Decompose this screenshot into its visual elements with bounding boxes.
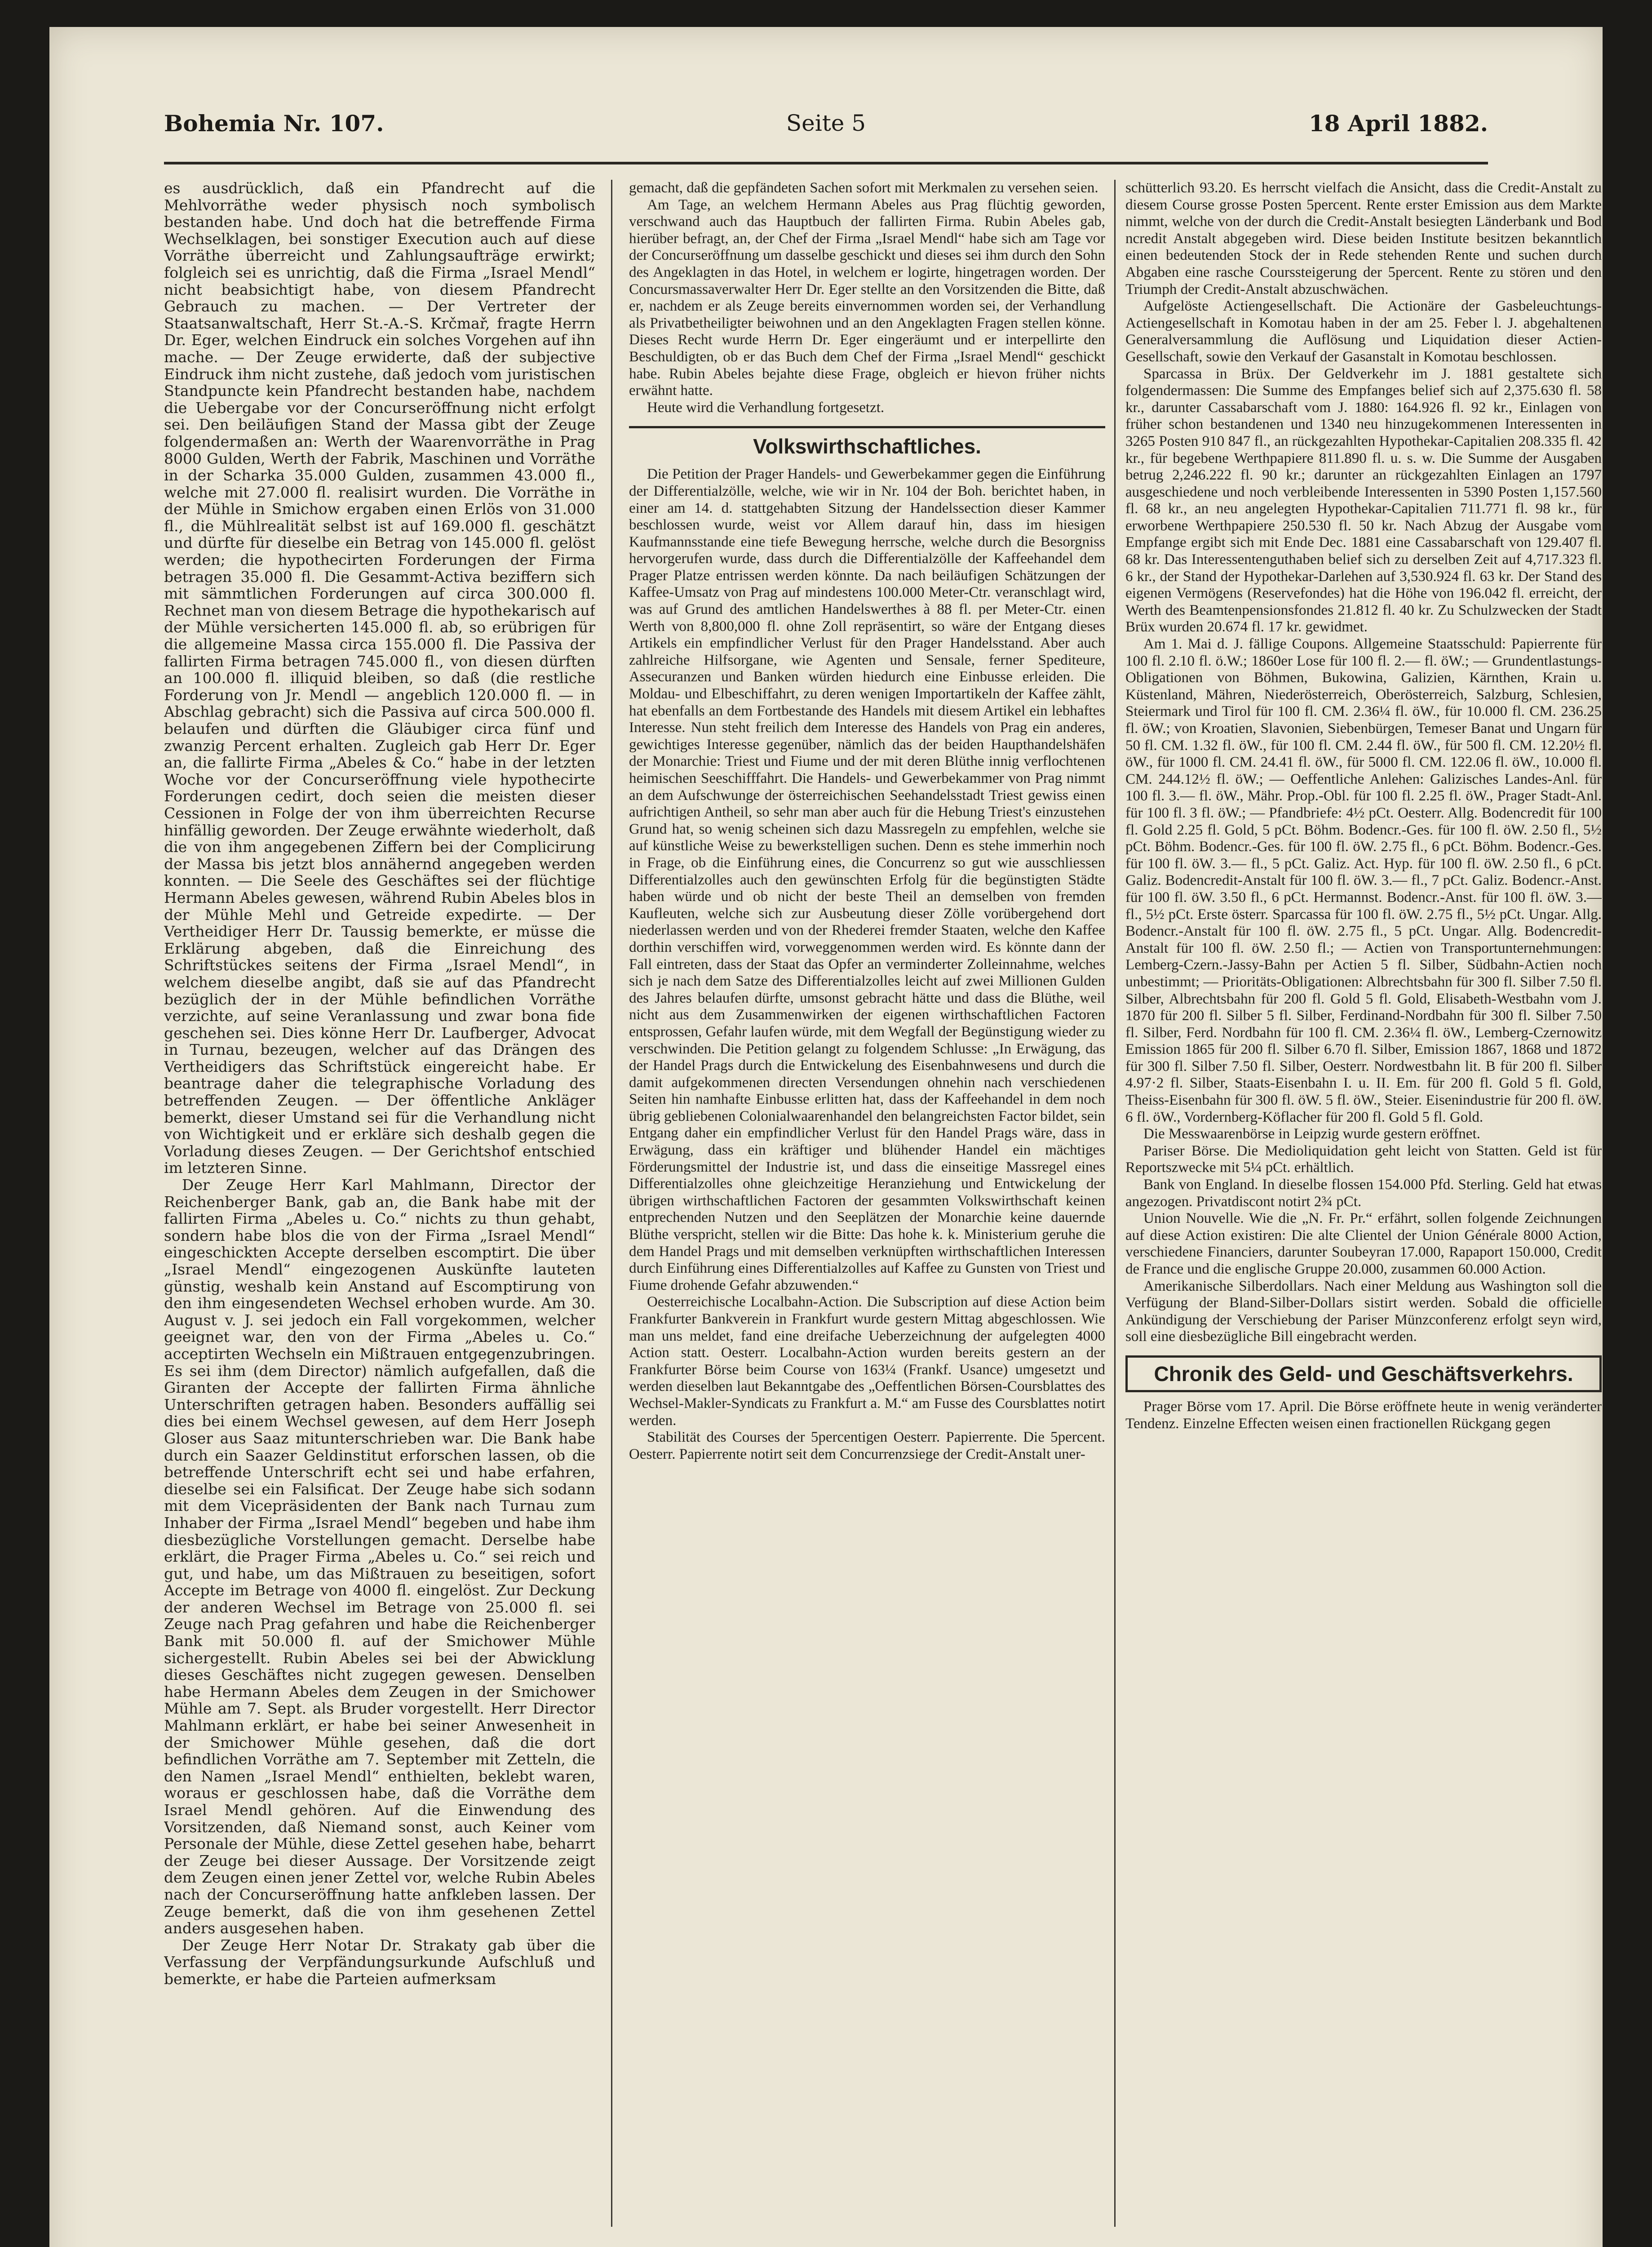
paragraph: Heute wird die Verhandlung fortgesetzt. (647, 399, 885, 416)
section-heading-economy: Volkswirthschaftliches. (629, 426, 1105, 460)
paragraph: Die Messwaarenbörse in Leipzig wurde gestern eröffnet. (1143, 1126, 1480, 1142)
header-rule (164, 162, 1488, 164)
column-2 (629, 180, 1105, 2227)
section-heading-chronicle: Chronik des Geld- und Geschäftsverkehrs. (1125, 1355, 1602, 1392)
column-1 (164, 180, 595, 2227)
paragraph: gemacht, daß die gepfändeten Sachen sofort mit Merkmalen zu versehen seien. (629, 180, 1098, 196)
paragraph: Oesterreichische Localbahn-Action. Die Subscription auf diese Action beim Frankfurter Bankverein in Frankfurt wurde gestern Mittag abgeschlossen. Wie man uns meldet, fand eine dreifache Ueberzeichnung der aufgelegten 4000 Action statt. Oesterr. Localbahn-Action wurden bereits gestern an der Frankfurter Börse beim Course von 163¼ (Frankf. Usance) umgesetzt und werden dieselben laut Bekanntgabe des „Oeffentlichen Börsen-Coursblattes des Wechsel-Makler-Syndicats zu Frankfurt a. M.“ am Fusse des Coursblattes notirt werden. (629, 1294, 1105, 1429)
paragraph: Pariser Börse. Die Medioliquidation geht leicht von Statten. Geld ist für Reportszwecke mit 5¼ pCt. erhältlich. (1125, 1142, 1602, 1176)
issue-date: 18 April 1882. (1308, 110, 1488, 137)
paragraph: Stabilität des Courses der 5percentigen Oesterr. Papierrente. Die 5percent. Oesterr. Papierrente notirt seit dem Concurrenzsiege der Credit-Anstalt uner- (629, 1429, 1105, 1462)
paragraph: Am 1. Mai d. J. fällige Coupons. Allgemeine Staatsschuld: Papierrente für 100 fl. 2.10 fl. ö.W.; 1860er Lose für 100 fl. 2.— fl. öW.; — Grundentlastungs-Obligationen von Böhmen, Bukowina, Galizien, Kärnthen, Krain u. Küstenland, Mähren, Niederösterreich, Oberösterreich, Salzburg, Schlesien, Steiermark und Tirol für 100 fl. CM. 2.36¼ fl. öW., für 10.000 fl. CM. 236.25 fl. öW.; von Kroatien, Slavonien, Siebenbürgen, Temeser Banat und Ungarn für 50 fl. CM. 1.32 fl. öW., für 100 fl. CM. 2.44 fl. öW., für 500 fl. CM. 12.20½ fl. öW., für 1000 fl. CM. 24.41 fl. öW., für 5000 fl. CM. 122.06 fl. öW., 10.000 fl. CM. 244.12½ fl. öW.; — Oeffentliche Anlehen: Galizisches Landes-Anl. für 100 fl. 3.— fl. öW., Mähr. Prop.-Obl. für 100 fl. 2.25 fl. öW., Prager Stadt-Anl. für 100 fl. 3 fl. öW.; — Pfandbriefe: 4½ pCt. Oesterr. Allg. Bodencredit für 100 fl. Gold 2.25 fl. Gold, 5 pCt. Böhm. Bodencr.-Ges. für 100 fl. öW. 2.50 fl., 5½ pCt. Böhm. Bodencr.-Ges. für 100 fl. öW. 2.75 fl., 6 pCt. Böhm. Bodencr.-Ges. für 100 fl. öW. 3.— fl., 5 pCt. Galiz. Act. Hyp. für 100 fl. öW. 2.50 fl., 6 pCt. Galiz. Bodencredit-Anstalt für 100 fl. öW. 3.— fl., 7 pCt. Galiz. Bodencr.-Anst. für 100 fl. öW. 3.50 fl., 6 pCt. Hermannst. Bodencr.-Anst. für 100 fl. öW. 3.— fl., 5½ pCt. Erste österr. Sparcassa für 100 fl. öW. 2.75 fl., 5½ pCt. Ungar. Allg. Bodencr.-Anstalt für 100 fl. öW. 2.75 fl., 5 pCt. Ungar. Allg. Bodencredit-Anstalt für 100 fl. öW. 2.50 fl.; — Actien von Transportunternehmungen: Lemberg-Czern.-Jassy-Bahn per Actien 5 fl. Silber, Südbahn-Actien noch unbestimmt; — Prioritäts-Obligationen: Albrechtsbahn für 300 fl. Silber 7.50 fl. Silber, Albrechtsbahn für 200 fl. Gold 5 fl. Gold, Elisabeth-Westbahn vom J. 1870 für 200 fl. Silber 5 fl. Silber, Ferdinand-Nordbahn für 300 fl. Silber 7.50 fl. Silber, Ferd. Nordbahn für 100 fl. CM. 2.36¼ fl. öW., Lemberg-Czernowitz Emission 1865 für 200 fl. Silber 6.70 fl. Silber, Emission 1867, 1868 und 1872 für 300 fl. Silber 7.50 fl. Silber, Oesterr. Nordwestbahn lit. B für 200 fl. Silber 4.97·2 fl. Silber, Staats-Eisenbahn I. u. II. Em. für 200 fl. Gold 5 fl. Gold, Theiss-Eisenbahn für 300 fl. öW. 5 fl. öW., Steier. Eisenindustrie für 200 fl. öW. 6 fl. öW., Vordernberg-Köflacher für 200 fl. Gold 5 fl. Gold. (1125, 636, 1602, 1125)
paragraph: schütterlich 93.20. Es herrscht vielfach die Ansicht, dass die Credit-Anstalt zu diesem Course grosse Posten 5percent. Rente erster Emission aus dem Markte nimmt, welche von der durch die Credit-Anstalt besiegten Länderbank und Bod ncredit Anstalt abgegeben wird. Diese beiden Institute besitzen bekanntlich einen bedeutenden Stock der in Rede stehenden Rente und suchen durch Abgaben eine rasche Courssteigerung der 5percent. Rente zu stören und den Triumph der Credit-Anstalt abzuschwächen. (1125, 180, 1602, 298)
paragraph: Prager Börse vom 17. April. Die Börse eröffnete heute in wenig veränderter Tendenz. Einzelne Effecten weisen einen fractionellen Rückgang gegen (1125, 1398, 1602, 1432)
paragraph: es ausdrücklich, daß ein Pfandrecht auf die Mehlvorräthe weder physisch noch symbolisch bestanden habe. Und doch hat die betreffende Firma Wechselklagen, bei sonstiger Execution auch auf diese Vorräthe überreicht und Zahlungsaufträge erwirkt; folgleich sei es unrichtig, daß die Firma „Israel Mendl“ nicht beabsichtigt habe, von diesem Pfandrecht Gebrauch zu machen. — Der Vertreter der Staatsanwaltschaft, Herr St.-A.-S. Krčmař, fragte Herrn Dr. Eger, welchen Eindruck ein solches Vorgehen auf ihn mache. — Der Zeuge erwiderte, daß der subjective Eindruck ihm nicht zustehe, daß jedoch vom juristischen Standpuncte kein Pfandrecht bestanden habe, nachdem die Uebergabe vor der Concurseröffnung nicht erfolgt sei. Den beiläufigen Stand der Massa gibt der Zeuge folgendermaßen an: Werth der Waarenvorräthe in Prag 8000 Gulden, Werth der Fabrik, Maschinen und Vorräthe in der Scharka 35.000 Gulden, zusammen 43.000 fl., welche mit 27.000 fl. realisirt wurden. Die Vorräthe in der Mühle in Smichow ergaben einen Erlös von 31.000 fl., die Mühlrealität selbst ist auf 169.000 fl. geschätzt und dürfte für dieselbe ein Betrag von 145.000 fl. gelöst werden; die hypothecirten Forderungen der Firma betragen 35.000 fl. Die Gesammt-Activa beziffern sich mit sämmtlichen Forderungen auf circa 300.000 fl. Rechnet man von diesem Betrage die hypothekarisch auf der Mühle versicherten 145.000 fl. ab, so erübrigen für die allgemeine Massa circa 155.000 fl. Die Passiva der fallirten Firma betragen 745.000 fl., von diesen dürften an 100.000 fl. illiquid bleiben, so daß (die restliche Forderung von Jr. Mendl — angeblich 120.000 fl. — in Abschlag gebracht) sich die Passiva auf circa 500.000 fl. belaufen und dürften die Gläubiger circa fünf und zwanzig Percent erhalten. Zugleich gab Herr Dr. Eger an, die fallirte Firma „Abeles & Co.“ habe in der letzten Woche vor der Concurseröffnung viele hypothecirte Forderungen cedirt, doch seien die meisten dieser Cessionen in Folge der von ihm überreichten Recurse hinfällig geworden. Der Zeuge erwähnte wiederholt, daß die von ihm angegebenen Ziffern bei der Complicirung der Massa bis jetzt blos annähernd angegeben werden konnten. — Die Seele des Geschäftes sei der flüchtige Hermann Abeles gewesen, während Rubin Abeles blos in der Mühle Mehl und Getreide expedirte. — Der Vertheidiger Herr Dr. Taussig bemerkte, er müsse die Erklärung abgeben, daß die Einreichung des Schriftstückes seitens der Firma „Israel Mendl“, in welchem dieselbe angibt, daß sie auf das Pfandrecht bezüglich der in der Mühle befindlichen Vorräthe verzichte, auf seine Veranlassung und zwar bona fide geschehen sei. Dies könne Herr Dr. Laufberger, Advocat in Turnau, bezeugen, welcher auf das Drängen des Vertheidigers das Schriftstück eingereicht habe. Er beantrage daher die telegraphische Vorladung des betreffenden Zeugen. — Der öffentliche Ankläger bemerkt, dieser Umstand sei für die Verhandlung nicht von Wichtigkeit und er erkläre sich deshalb gegen die Vorladung dieses Zeugen. — Der Gerichtshof entschied im letzteren Sinne. (164, 180, 595, 1177)
column-divider (1114, 180, 1116, 2227)
page-number: Seite 5 (786, 110, 866, 136)
paragraph: Union Nouvelle. Wie die „N. Fr. Pr.“ erfährt, sollen folgende Zeichnungen auf diese Action existiren: Die alte Clientel der Union Générale 8000 Action, verschiedene Financiers, darunter Soubeyran 17.000, Rapaport 150.000, Credit de France und die englische Gruppe 20.000, zusammen 60.000 Action. (1125, 1210, 1602, 1277)
paragraph: Am Tage, an welchem Hermann Abeles aus Prag flüchtig geworden, verschwand auch das Hauptbuch der fallirten Firma. Rubin Abeles gab, hierüber befragt, an, der Chef der Firma „Israel Mendl“ habe sich am Tage vor der Concurseröffnung um dasselbe geschickt und dieses sei ihm durch den Sohn des Angeklagten in das Hotel, in welchem er logirte, hingetragen worden. Der Concursmassaverwalter Herr Dr. Eger stellte an den Vorsitzenden die Bitte, daß er, nachdem er als Zeuge bereits einvernommen worden sei, der Verhandlung als Privatbetheiligter beiwohnen und an den Angeklagten Fragen stellen könne. Dieses Recht wurde Herrn Dr. Eger eingeräumt und er interpellirte den Beschuldigten, ob er das Buch dem Chef der Firma „Israel Mendl“ geschickt habe. Rubin Abeles bejahte diese Frage, obgleich er hievon früher nichts erwähnt hatte. (629, 196, 1105, 399)
paragraph: Der Zeuge Herr Notar Dr. Strakaty gab über die Verfassung der Verpfändungsurkunde Aufschluß und bemerkte, er habe die Parteien aufmerksam (164, 1936, 595, 1988)
paragraph: Der Zeuge Herr Karl Mahlmann, Director der Reichenberger Bank, gab an, die Bank habe mit der fallirten Firma „Abeles u. Co.“ nichts zu thun gehabt, sondern habe blos die von der Firma „Israel Mendl“ eingeschickten Accepte derselben escomptirt. Die über „Israel Mendl“ eingezogenen Auskünfte lauteten günstig, weshalb kein Anstand auf Escomptirung von den ihm eingesendeten Wechsel erhoben wurde. Am 30. August v. J. sei jedoch ein Fall vorgekommen, welcher geeignet war, den von der Firma „Abeles u. Co.“ acceptirten Wechseln ein Mißtrauen entgegenzubringen. Es sei ihm (dem Director) nämlich aufgefallen, daß die Giranten der Accepte der fallirten Firma ähnliche Unterschriften getragen haben. Besonders auffällig sei dies bei einem Wechsel gewesen, auf dem Herr Joseph Gloser aus Saaz mitunterschrieben war. Die Bank habe durch ein Saazer Geldinstitut erforschen lassen, ob die betreffende Unterschrift echt sei und habe erfahren, dieselbe sei ein Falsificat. Der Zeuge habe sich sodann mit dem Vicepräsidenten der Bank nach Turnau zum Inhaber der Firma „Israel Mendl“ begeben und habe ihm diesbezügliche Vorstellungen gemacht. Derselbe habe erklärt, die Prager Firma „Abeles u. Co.“ sei reich und gut, und habe, um das Mißtrauen zu beseitigen, sofort Accepte im Betrage von 4000 fl. eingelöst. Zur Deckung der anderen Wechsel im Betrage von 25.000 fl. sei Zeuge nach Prag gefahren und habe die Reichenberger Bank mit 50.000 fl. auf der Smichower Mühle sichergestellt. Rubin Abeles sei bei der Abwicklung dieses Geschäftes nicht zugegen gewesen. Denselben habe Hermann Abeles dem Zeugen in der Smichower Mühle am 7. Sept. als Bruder vorgestellt. Herr Director Mahlmann erklärt, er habe bei seiner Anwesenheit in der Smichower Mühle gesehen, daß die dort befindlichen Vorräthe am 7. September mit Zetteln, die den Namen „Israel Mendl“ enthielten, beklebt waren, woraus er geschlossen habe, daß die Vorräthe dem Israel Mendl gehören. Auf die Einwendung des Vorsitzenden, daß Niemand sonst, auch Keiner vom Personale der Mühle, diese Zettel gesehen habe, beharrt der Zeuge bei dieser Aussage. Der Vorsitzende zeigt dem Zeugen einen jener Zettel vor, welche Rubin Abeles nach der Concurseröffnung hatte anfkleben lassen. Der Zeuge bemerkt, daß die von ihm gesehenen Zettel anders ausgesehen haben. (164, 1176, 595, 1937)
paragraph: Amerikanische Silberdollars. Nach einer Meldung aus Washington soll die Verfügung der Bland-Silber-Dollars sistirt werden. Sobald die officielle Ankündigung der Verschiebung der Pariser Münzconferenz erfolgt seyn wird, soll eine diesbezügliche Bill eingebracht werden. (1125, 1278, 1602, 1345)
paragraph: Die Petition der Prager Handels- und Gewerbekammer gegen die Einführung der Differentialzölle, welche, wie wir in Nr. 104 der Boh. berichtet haben, in einer am 14. d. stattgehabten Sitzung der Handelssection dieser Kammer beschlossen wurde, weist vor Allem darauf hin, dass im hiesigen Kaufmannsstande eine tiefe Bewegung herrsche, welche durch die Besorgniss hervorgerufen wurde, dass durch die Differentialzölle der Kaffeehandel dem Prager Platze entrissen werden könnte. Da nach beiläufigen Schätzungen der Kaffee-Umsatz von Prag auf mindestens 100.000 Meter-Ctr. veranschlagt wird, was auf Grund des amtlichen Handelswerthes à 88 fl. per Meter-Ctr. einen Werth von 8,800,000 fl. ohne Zoll repräsentirt, so wäre der Entgang dieses Artikels ein empfindlicher Verlust für den Prager Handelsstand. Aber auch zahlreiche Hilfsorgane, wie Agenten und Sensale, ferner Spediteure, Assecuranzen und Banken würden hiedurch eine Einbusse erleiden. Die Moldau- und Elbeschiffahrt, zu deren wenigen Importartikeln der Kaffee zählt, hat ebenfalls an dem Fortbestande des Handels mit diesem Artikel ein lebhaftes Interesse. Nun steht freilich dem Interesse des Handels von Prag ein anderes, gewichtiges Interesse gegenüber, nämlich das der beiden Haupthandelshäfen der Monarchie: Triest und Fiume und der mit deren Blüthe innig verflochtenen heimischen Seeschifffahrt. Die Handels- und Gewerbekammer von Prag nimmt an dem Aufschwunge der österreichischen Seehandelsstadt Triest gewiss einen aufrichtigen Antheil, so sehr man aber auch für die Hebung Triest's einzustehen Grund hat, so wenig scheinen sich dazu Massregeln zu empfehlen, welche sie auf künstliche Weise zu bewerkstelligen suchen. Denn es stehe immerhin noch in Frage, ob die Einführung eines, die Concurrenz so gut wie ausschliessen Differentialzolles auch den gewünschten Erfolg für die begünstigten Städte haben würde und ob nicht der beste Theil an demselben von fremden Kaufleuten, welche sich zur Ausbeutung dieser Zölle vorübergehend dort niederlassen werden und von der Rhederei fremder Staaten, welche den Kaffee dorthin verschiffen wird, vorweggenommen werden wird. Es könnte dann der Fall eintreten, dass der Staat das Opfer an verminderter Zolleinnahme, welches sich je nach dem Satze des Differentialzolles leicht auf zwei Millionen Gulden des Jahres belaufen dürfte, umsonst gebracht hätte und dass die Blüthe, weil nicht aus dem Zusammenwirken der eigenen wirthschaftlichen Factoren entsprossen, Gefahr laufen würde, mit dem Wegfall der Begünstigung wieder zu verschwinden. Die Petition gelangt zu folgendem Schlusse: „In Erwägung, das der Handel Prags durch die Entwickelung des Eisenbahnwesens und durch die damit aufgekommenen directen Versendungen ohnehin nach verschiedenen Seiten hin namhafte Einbusse erlitten hat, dass der Kaffeehandel in dem noch übrig gebliebenen Colonialwaarenhandel den belangreichsten Factor bildet, sein Entgang daher ein empfindlicher Verlust für den Handel Prags wäre, dass in Erwägung, dass ein kräftiger und blühender Handel ein mächtiges Förderungsmittel der Industrie ist, und dass die einseitige Massregel eines Differentialzolles ohne gleichzeitige Heranziehung und Entwickelung der übrigen wirthschaftlichen Factoren der gesammten Volkswirthschaft keinen entprechenden Nutzen und den Seeplätzen der Monarchie keine dauernde Blüthe verspricht, stellen wir die Bitte: Das hohe k. k. Ministerium geruhe die dem Handel Prags und mit demselben verknüpften wirthschaftlichen Interessen durch Einführung eines Differentialzolles auf Kaffee zu Gunsten von Triest und Fiume drohende Gefahr abzuwenden.“ (629, 466, 1105, 1293)
column-3 (1125, 180, 1602, 2227)
paragraph: Aufgelöste Actiengesellschaft. Die Actionäre der Gasbeleuchtungs-Actiengesellschaft in Komotau haben in der am 25. Feber l. J. abgehaltenen Generalversammlung die Auflösung und Liquidation dieser Actien-Gesellschaft, sowie den Verkauf der Gasanstalt in Komotau beschlossen. (1125, 298, 1602, 365)
paragraph: Sparcassa in Brüx. Der Geldverkehr im J. 1881 gestaltete sich folgendermassen: Die Summe des Empfanges belief sich auf 2,375.630 fl. 58 kr., darunter Cassabarschaft vom J. 1880: 164.926 fl. 92 kr., Einlagen von früher schon bestandenen und 1340 neu hinzugekommenen Interessenten in 3265 Posten 910 847 fl., an rückgezahlten Hypothekar-Capitalien 208.335 fl. 42 kr., für begebene Werthpapiere 811.890 fl. u. s. w. Die Summe der Ausgaben betrug 2,246.222 fl. 90 kr.; darunter an rückgezahlten Einlagen an 1797 ausgeschiedene und noch verbleibende Interessenten in 5390 Posten 1,157.560 fl. 68 kr., an neu angelegten Hypothekar-Capitalien 711.771 fl. 98 kr., für erworbene Werthpapiere 250.530 fl. 50 kr. Nach Abzug der Ausgabe vom Empfange ergibt sich mit Ende Dec. 1881 eine Cassabarschaft von 129.407 fl. 68 kr. Das Interessentenguthaben belief sich zu derselben Zeit auf 4,717.323 fl. 6 kr., der Stand der Hypothekar-Darlehen auf 3,530.924 fl. 63 kr. Der Stand des eigenen Vermögens (Reservefondes) hat die Höhe von 196.042 fl. erreicht, der Werth des Beamtenpensionsfondes 21.812 fl. 40 kr. Zu Schulzwecken der Stadt Brüx wurden 20.674 fl. 17 kr. gewidmet. (1125, 365, 1602, 635)
newspaper-page (49, 27, 1603, 2247)
column-divider (611, 180, 612, 2227)
paragraph: Bank von England. In dieselbe flossen 154.000 Pfd. Sterling. Geld hat etwas angezogen. Privatdiscont notirt 2¾ pCt. (1125, 1177, 1602, 1210)
masthead-issue: Bohemia Nr. 107. (164, 110, 384, 137)
page-header (164, 110, 1488, 160)
